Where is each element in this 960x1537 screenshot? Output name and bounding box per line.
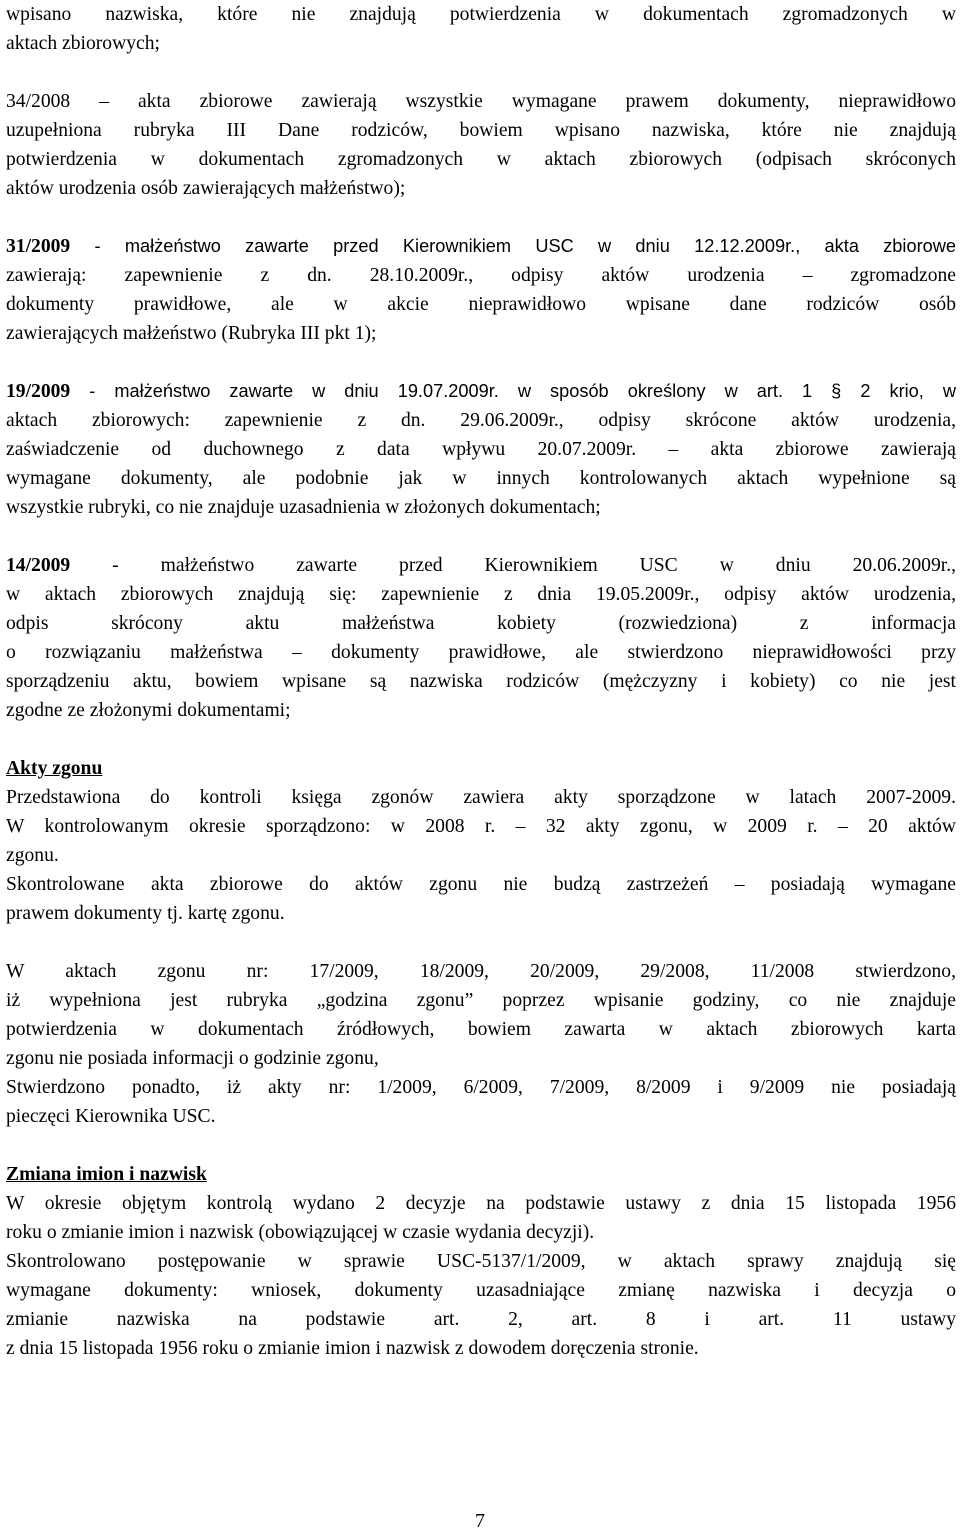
- text-line: zgodne ze złożonymi dokumentami;: [6, 700, 291, 721]
- text-line: roku o zmianie imion i nazwisk (obowiązującej w czasie wydania decyzji).: [6, 1222, 595, 1243]
- paragraph-akty-zgonu-findings: [6, 957, 956, 1131]
- text-line: 34/2008 – akta zbiorowe zawierają wszystkie wymagane prawem dokumenty, nieprawidłowo: [6, 91, 956, 112]
- text-line: prawem dokumenty tj. kartę zgonu.: [6, 903, 285, 924]
- text-line: aktach zbiorowych: zapewnienie z dn. 29.06.2009r., odpisy skrócone aktów urodzenia,: [6, 410, 956, 431]
- text-line: wpisano nazwiska, które nie znajdują potwierdzenia w dokumentach zgromadzonych w: [6, 4, 956, 25]
- text-line: pieczęci Kierownika USC.: [6, 1106, 216, 1127]
- text-line: W kontrolowanym okresie sporządzono: w 2008 r. – 32 akty zgonu, w 2009 r. – 20 aktów: [6, 816, 956, 837]
- text-line: Przedstawiona do kontroli księga zgonów zawiera akty sporządzone w latach 2007-2009.: [6, 787, 956, 808]
- page-number: 7: [475, 1510, 485, 1532]
- text-line: zaświadczenie od duchownego z data wpływu 20.07.2009r. – akta zbiorowe zawierają: [6, 439, 956, 460]
- text-line: zmianie nazwiska na podstawie art. 2, art. 8 i art. 11 ustawy: [6, 1309, 956, 1330]
- section-heading: Zmiana imion i nazwisk: [6, 1164, 207, 1185]
- text-line: W okresie objętym kontrolą wydano 2 decyzje na podstawie ustawy z dnia 15 listopada 1956: [6, 1193, 956, 1214]
- text-line: zawierających małżeństwo (Rubryka III pkt 1);: [6, 323, 377, 344]
- text-line: 14/2009 - małżeństwo zawarte przed Kierownikiem USC w dniu 20.06.2009r.,: [6, 555, 956, 576]
- section-zmiana-imion: [6, 1160, 956, 1363]
- section-heading: Akty zgonu: [6, 758, 103, 779]
- paragraph-continuation: [6, 0, 956, 58]
- text-line: aktach zbiorowych;: [6, 33, 160, 54]
- record-number: 14/2009: [6, 555, 71, 576]
- text-line: wymagane dokumenty: wniosek, dokumenty uzasadniające zmianę nazwiska i decyzja o: [6, 1280, 956, 1301]
- text-line: Skontrolowane akta zbiorowe do aktów zgonu nie budzą zastrzeżeń – posiadają wymagane: [6, 874, 956, 895]
- text-line: Stwierdzono ponadto, iż akty nr: 1/2009, 6/2009, 7/2009, 8/2009 i 9/2009 nie posiadają: [6, 1077, 956, 1098]
- text-line: 19/2009 - małżeństwo zawarte w dniu 19.07.2009r. w sposób określony w art. 1 § 2 krio, w: [6, 381, 956, 402]
- text-line: z dnia 15 listopada 1956 roku o zmianie imion i nazwisk z dowodem doręczenia stronie.: [6, 1338, 699, 1359]
- paragraph-19-2009: [6, 377, 956, 522]
- text-line: 31/2009 - małżeństwo zawarte przed Kierownikiem USC w dniu 12.12.2009r., akta zbiorowe: [6, 236, 956, 257]
- text-line: wszystkie rubryki, co nie znajduje uzasadnienia w złożonych dokumentach;: [6, 497, 601, 518]
- text-line: Skontrolowano postępowanie w sprawie USC-5137/1/2009, w aktach sprawy znajdują się: [6, 1251, 956, 1272]
- text-line: w aktach zbiorowych znajdują się: zapewnienie z dnia 19.05.2009r., odpisy aktów urodzenia,: [6, 584, 956, 605]
- text-line: W aktach zgonu nr: 17/2009, 18/2009, 20/2009, 29/2008, 11/2008 stwierdzono,: [6, 961, 956, 982]
- record-number: 19/2009: [6, 381, 71, 402]
- text-line: zawierają: zapewnienie z dn. 28.10.2009r., odpisy aktów urodzenia – zgromadzone: [6, 265, 956, 286]
- text-line: potwierdzenia w dokumentach zgromadzonych w aktach zbiorowych (odpisach skróconych: [6, 149, 956, 170]
- text-line: aktów urodzenia osób zawierających małżeństwo);: [6, 178, 406, 199]
- text-line: zgonu nie posiada informacji o godzinie zgonu,: [6, 1048, 379, 1069]
- paragraph-31-2009: [6, 232, 956, 348]
- document-page: [6, 0, 956, 1363]
- text-line: odpis skrócony aktu małżeństwa kobiety (rozwiedziona) z informacja: [6, 613, 956, 634]
- paragraph-14-2009: [6, 551, 956, 725]
- text-line: o rozwiązaniu małżeństwa – dokumenty prawidłowe, ale stwierdzono nieprawidłowości przy: [6, 642, 956, 663]
- text-line: zgonu.: [6, 845, 59, 866]
- text-line: wymagane dokumenty, ale podobnie jak w innych kontrolowanych aktach wypełnione są: [6, 468, 956, 489]
- text-line: sporządzeniu aktu, bowiem wpisane są nazwiska rodziców (mężczyzny i kobiety) co nie jest: [6, 671, 956, 692]
- text-line: potwierdzenia w dokumentach źródłowych, bowiem zawarta w aktach zbiorowych karta: [6, 1019, 956, 1040]
- text-line: iż wypełniona jest rubryka „godzina zgonu” poprzez wpisanie godziny, co nie znajduje: [6, 990, 956, 1011]
- record-number: 31/2009: [6, 236, 71, 257]
- section-akty-zgonu: [6, 754, 956, 928]
- text-line: dokumenty prawidłowe, ale w akcie nieprawidłowo wpisane dane rodziców osób: [6, 294, 956, 315]
- text-line: uzupełniona rubryka III Dane rodziców, bowiem wpisano nazwiska, które nie znajdują: [6, 120, 956, 141]
- paragraph-34-2008: [6, 87, 956, 203]
